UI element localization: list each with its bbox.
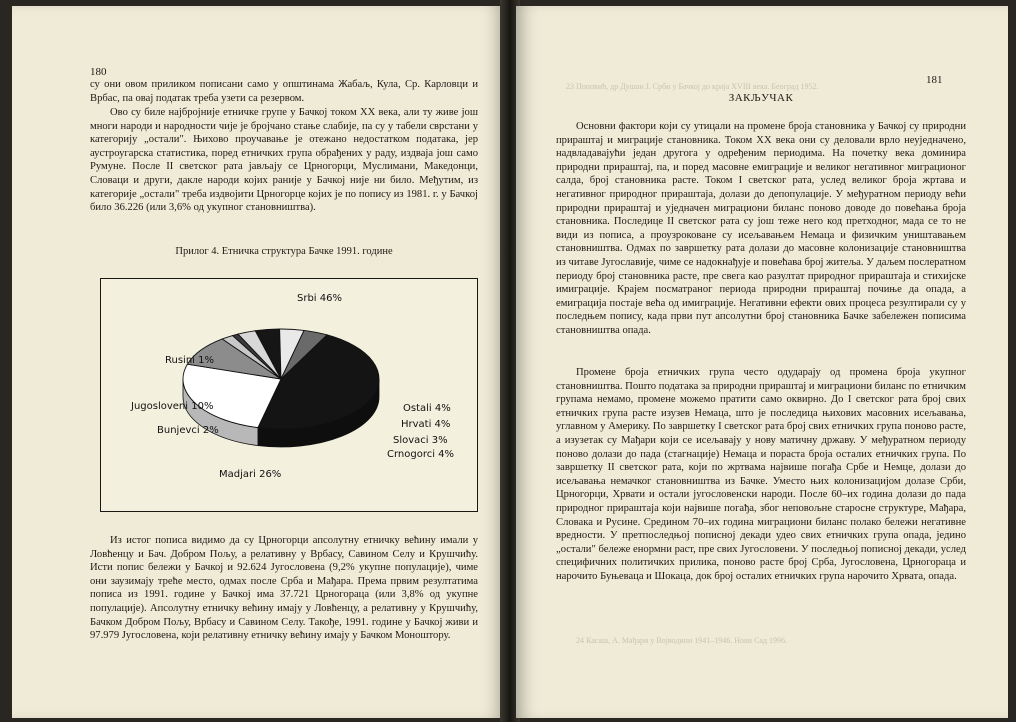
bleed-through-text-bottom: 24 Касаш, А. Мађари у Војводини 1941–1946. Нови Сад 1996. — [576, 636, 788, 645]
bleed-through-text-top: 23 Поповић, др Душан Ј. Срби у Бачкој до краја XVIII века. Београд 1952. — [566, 82, 819, 91]
page-number-left: 180 — [90, 66, 107, 78]
pie-label-madjari: Madjari 26% — [219, 469, 282, 480]
left-page — [12, 6, 504, 718]
pie-label-rusini: Rusini 1% — [165, 355, 214, 366]
pie-chart-frame — [100, 278, 478, 512]
figure-caption: Прилог 4. Етничка структура Бачке 1991. године — [175, 246, 393, 257]
pie-label-jugosloveni: Jugosloveni 10% — [131, 401, 214, 412]
pie-label-ostali: Ostali 4% — [403, 403, 451, 414]
pie-chart — [101, 279, 477, 511]
left-paragraph-2: Ово су биле најбројније етничке групе у Бачкој током XX века, али ту живе још многи народи и народности чије је бројчано стање слабије, па су у табели сврстани у категорију „остали". Њихово проучавање је отежано недостатком података, јер аустроугарска статистика, поред етничких група обрађених у раду, издваја још само Румуне. После II светског рата јављају се Црногорци, Муслимани, Македонци, Словаци и други, дакле народи којих раније у Бачкој није ни било. Међутим, из категорије „остали" треба издвојити Црногорце којих је по попису из 1981. г. у Бачкој било 36.226 (или 3,6% од укупног становништва). — [90, 107, 478, 214]
pie-label-crnogorci: Crnogorci 4% — [387, 449, 455, 460]
pie-label-slovaci: Slovaci 3% — [393, 435, 448, 446]
right-page — [516, 6, 1008, 718]
right-paragraph-2: Промене броја етничких група често одударају од промена броја укупног становништва. Пошто података за природни прираштај и миграциони биланс по етничким групама немамо, промене можемо пратити само оквирно. До I светског рата број свих етничких група расте изузев Немаца, што је последица њихових масовних исељавања, углавном у Америку. По завршетку I светског рата број свих етничких група поново расте, а изузетак су Мађари који се исељавају у нову матичну државу. У међуратном периоду поново долази до пада (стагнације) Немаца и пораста броја осталих етничких група. По завршетку II светског рата, који по жртвама највише погађа Србе и Немце, долази до исељавања немачког становништва из Бачке. Уместо њих колонизацијом долазе Срби, Црногорци, Хрвати и остали југословенски народи. После 60–их година долази до пада природног прираштаја који највише погађа, због неповољне старосне структуре, Мађара, Словака и Русине. Средином 70–их година миграциони биланс полако бележи негативне вредности. У претпоследњој пописној декади удео свих етничких група опада, једино „остали" бележе енормни раст, пре свих Југословени. У последњој пописној декади, услед специфичних политичких прилика, поново расте број Срба, Југословена, Црногораца и нарочито Буњеваца и Шокаца, док број осталих етничких група нарочито Хрвата, опада. — [556, 367, 966, 582]
right-paragraph-1: Основни фактори који су утицали на промене броја становника у Бачкој су природни прираштај и миграције становника. Током XX века они су деловали врло неуједначено, надвладавајући један другога у одређеним периодима. На почетку века доминира природни прираштај, па, и поред масовне емиграције и великог негативног миграционог салда, број становника расте. Током I светског рата, услед великог броја жртава и негативног природног прираштаја, долази до депопулације. У међуратном периоду већи природни прираштај и уједначен миграциони биланс поново доводе до повећања броја становника. Последице II светског рата су још теже него код претходног, мада се то не види из пописа, а проузроковане су исељавањем Немаца и физичким уништавањем становништва. Одмах по завршетку рата долази до масовне колонизације становништва из читаве Југославије, чиме се надокнађује и повећава број житеља. У даљем послератном периоду број становника расте, пре свега као разултат природног прираштаја и стихијске имиграције. Крајем посматраног периода природни прираштај почиње да опада, а емиграција постаје већа од имиграције. Негативни ефекти ових процеса резултирали су у последњем попису, када први пут апсолутни број становника Бачке забележен пописима становништва опада. — [556, 121, 966, 336]
page-number-right: 181 — [926, 74, 943, 86]
pie-label-hrvati: Hrvati 4% — [401, 419, 451, 430]
left-paragraph-1: су они овом приликом пописани само у општинама Жабаљ, Кула, Ср. Карловци и Врбас, па овај податак треба узети са резервом. — [90, 79, 478, 104]
left-paragraph-3: Из истог пописа видимо да су Црногорци апсолутну етничку већину имали у Ловћенцу и Бач. Добром Пољу, а релативну у Врбасу, Савином Селу и Крушчићу. Исти попис бележи у Бачкој и 92.624 Југословена (9,2% укупне популације), чиме они заузимају треће место, одмах после Срба и Мађара. Према првим резултатима пописа из 1991. године у Бачкој има 37.721 Црногораца (или 3,8% од укупне популације). Апсолутну етничку већину имају у Ловћенцу, а релативну у Крушчићу, Бачком Добром Пољу, Врбасу и Савином Селу. Такође, 1991. године у Бачкој живи и 97.979 Југословена, који релативну етничку већину имају у Бачком Моноштору. — [90, 535, 478, 642]
pie-label-srbi: Srbi 46% — [297, 293, 342, 304]
section-heading: ЗАКЉУЧАК — [728, 92, 794, 104]
pie-label-bunjevci: Bunjevci 2% — [157, 425, 219, 436]
